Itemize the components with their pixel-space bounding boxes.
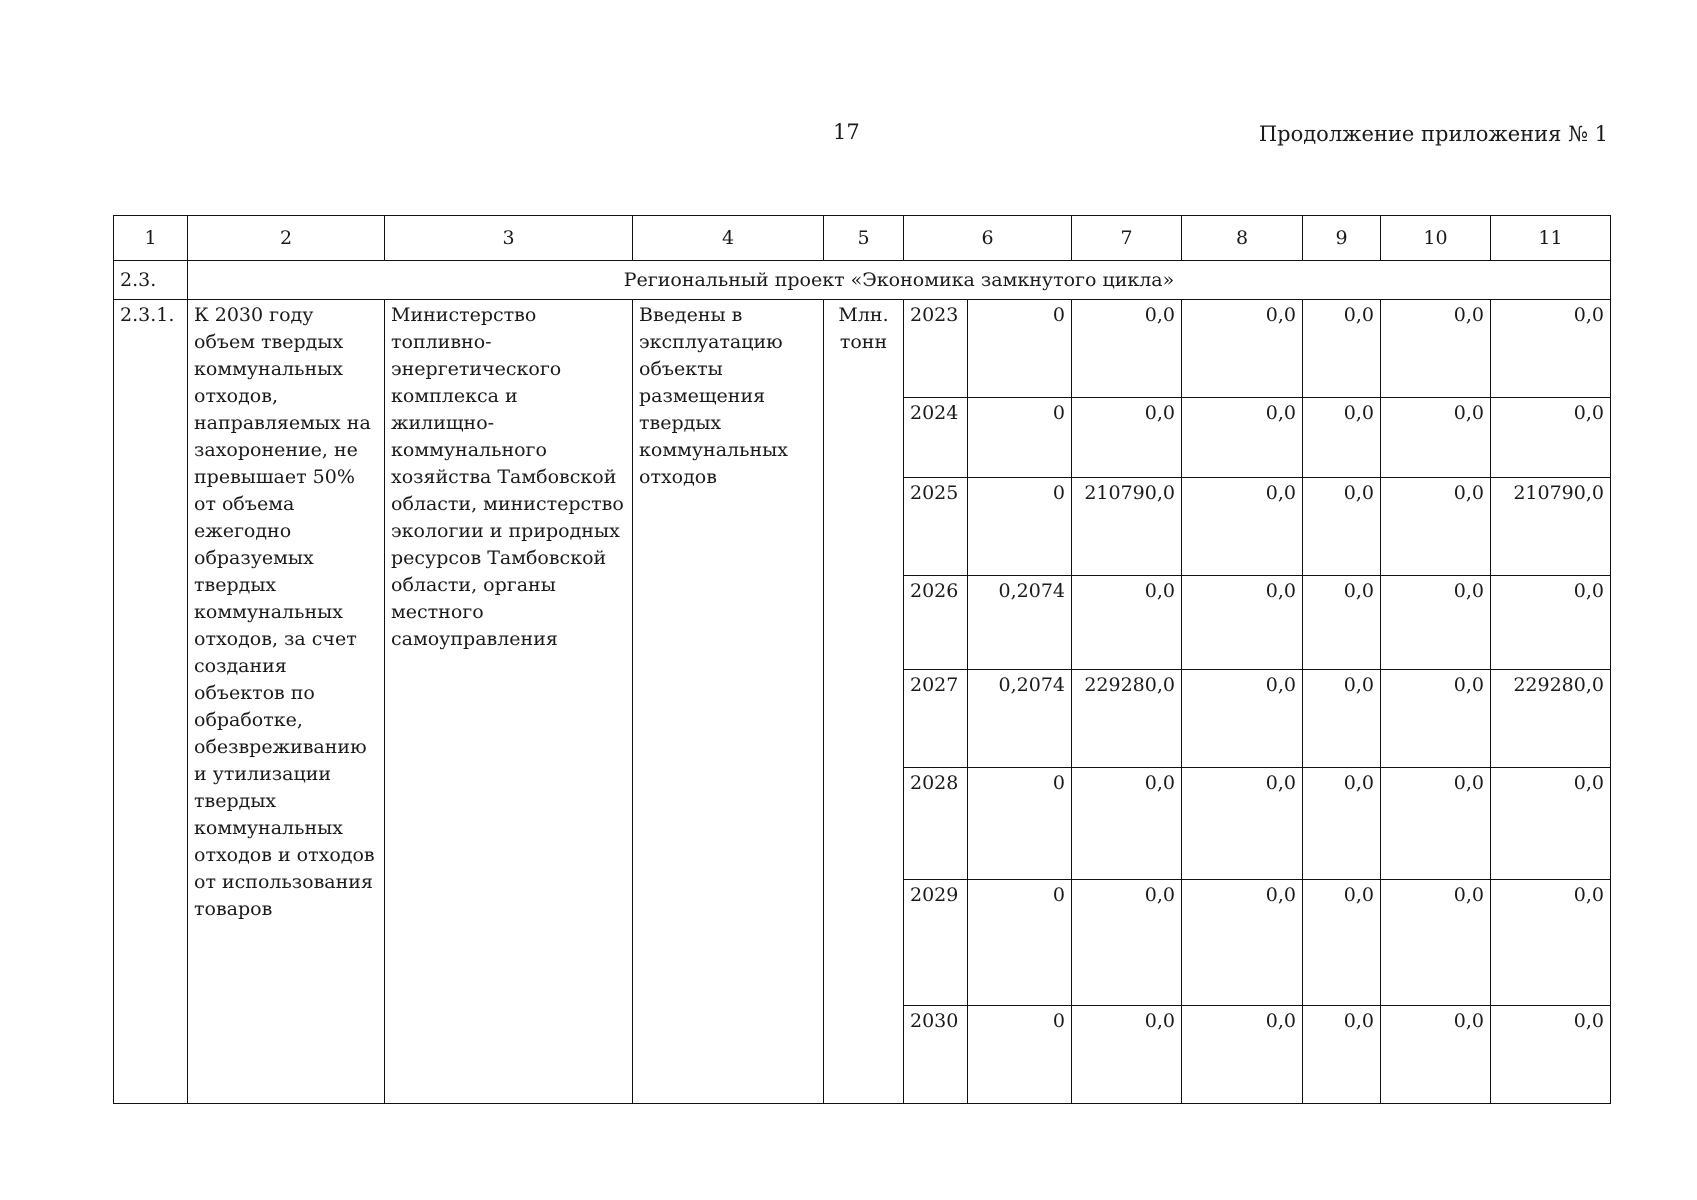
column-number: 6 — [904, 216, 1072, 261]
value-cell: 0,0 — [1072, 398, 1182, 478]
item-code: 2.3.1. — [114, 300, 188, 1104]
appendix-note: Продолжение приложения № 1 — [1258, 122, 1608, 146]
value-cell: 0,0 — [1381, 576, 1491, 670]
value-cell: 0,0 — [1381, 300, 1491, 398]
year-cell: 2026 — [904, 576, 968, 670]
column-number: 10 — [1381, 216, 1491, 261]
value-cell: 0,0 — [1072, 880, 1182, 1006]
column-number: 9 — [1303, 216, 1381, 261]
value-cell: 0,0 — [1182, 880, 1303, 1006]
value-cell: 0,0 — [1182, 576, 1303, 670]
value-cell: 0 — [968, 1006, 1072, 1104]
year-cell: 2024 — [904, 398, 968, 478]
item-responsible: Министерство топливно-энергетического комплекса и жилищно-коммунального хозяйства Тамбовской области, министерство экологии и природных ресурсов Тамбовской области, органы местного самоуправления — [385, 300, 633, 1104]
value-cell: 0,0 — [1182, 1006, 1303, 1104]
value-cell: 0,0 — [1182, 300, 1303, 398]
value-cell: 0,0 — [1182, 768, 1303, 880]
column-number: 2 — [188, 216, 385, 261]
value-cell: 0,0 — [1072, 576, 1182, 670]
value-cell: 0,0 — [1303, 300, 1381, 398]
section-row — [114, 261, 1611, 300]
value-cell: 0,0 — [1303, 768, 1381, 880]
value-cell: 0,0 — [1303, 880, 1381, 1006]
item-unit: Млн. тонн — [824, 300, 904, 1104]
value-cell: 229280,0 — [1491, 670, 1611, 768]
item-goal: К 2030 году объем твердых коммунальных отходов, направляемых на захоронение, не превышает 50% от объема ежегодно образуемых твердых коммунальных отходов, за счет создания объектов по обработке, обезвреживанию и утилизации твердых коммунальных отходов и отходов от использования товаров — [188, 300, 385, 1104]
value-cell: 0,0 — [1182, 478, 1303, 576]
value-cell: 0,0 — [1381, 880, 1491, 1006]
year-cell: 2027 — [904, 670, 968, 768]
year-cell: 2029 — [904, 880, 968, 1006]
value-cell: 0,0 — [1381, 478, 1491, 576]
value-cell: 0,0 — [1303, 478, 1381, 576]
value-cell: 0,0 — [1303, 576, 1381, 670]
value-cell: 0,0 — [1491, 398, 1611, 478]
section-code: 2.3. — [114, 261, 188, 300]
value-cell: 0,0 — [1381, 1006, 1491, 1104]
table-row — [114, 300, 1611, 398]
value-cell: 0 — [968, 398, 1072, 478]
value-cell: 0,0 — [1072, 768, 1182, 880]
value-cell: 0,0 — [1072, 1006, 1182, 1104]
value-cell: 0,0 — [1381, 398, 1491, 478]
value-cell: 0 — [968, 768, 1072, 880]
section-title: Региональный проект «Экономика замкнутого цикла» — [188, 261, 1611, 300]
column-number: 7 — [1072, 216, 1182, 261]
page-number: 17 — [833, 120, 860, 144]
value-cell: 229280,0 — [1072, 670, 1182, 768]
value-cell: 0,0 — [1491, 880, 1611, 1006]
column-number-row — [114, 216, 1611, 261]
column-number: 8 — [1182, 216, 1303, 261]
value-cell: 0,0 — [1303, 1006, 1381, 1104]
value-cell: 0,2074 — [968, 670, 1072, 768]
value-cell: 0 — [968, 880, 1072, 1006]
column-number: 1 — [114, 216, 188, 261]
value-cell: 0,0 — [1182, 670, 1303, 768]
value-cell: 210790,0 — [1491, 478, 1611, 576]
value-cell: 0,0 — [1381, 670, 1491, 768]
column-number: 3 — [385, 216, 633, 261]
value-cell: 0,0 — [1303, 398, 1381, 478]
value-cell: 0,0 — [1303, 670, 1381, 768]
item-indicator: Введены в эксплуатацию объекты размещения твердых коммунальных отходов — [633, 300, 824, 1104]
value-cell: 0,0 — [1381, 768, 1491, 880]
value-cell: 0,0 — [1491, 768, 1611, 880]
value-cell: 0 — [968, 478, 1072, 576]
year-cell: 2025 — [904, 478, 968, 576]
value-cell: 0,0 — [1491, 1006, 1611, 1104]
column-number: 4 — [633, 216, 824, 261]
year-cell: 2023 — [904, 300, 968, 398]
column-number: 5 — [824, 216, 904, 261]
column-number: 11 — [1491, 216, 1611, 261]
value-cell: 0,0 — [1491, 300, 1611, 398]
data-table — [113, 215, 1611, 1104]
year-cell: 2030 — [904, 1006, 968, 1104]
value-cell: 0 — [968, 300, 1072, 398]
value-cell: 0,0 — [1072, 300, 1182, 398]
value-cell: 0,0 — [1182, 398, 1303, 478]
year-cell: 2028 — [904, 768, 968, 880]
value-cell: 0,2074 — [968, 576, 1072, 670]
value-cell: 210790,0 — [1072, 478, 1182, 576]
value-cell: 0,0 — [1491, 576, 1611, 670]
